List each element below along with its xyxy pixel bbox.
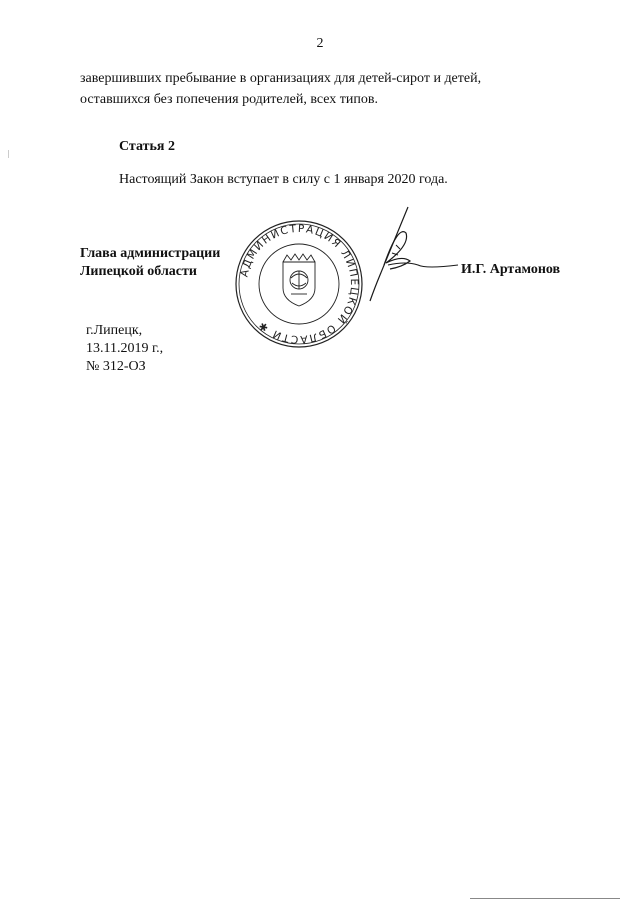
page-number: 2 xyxy=(316,36,324,51)
signatory-name: И.Г. Артамонов xyxy=(461,262,561,277)
scan-mark xyxy=(8,150,9,158)
place-and-date xyxy=(86,322,163,376)
coat-of-arms-icon xyxy=(283,254,315,306)
seal-text: АДМИНИСТРАЦИЯ ЛИПЕЦКОЙ ОБЛАСТИ ✱ xyxy=(238,222,361,346)
date: 13.11.2019 г., xyxy=(86,341,164,356)
paragraph-line-2: оставшихся без попечения родителей, всех типов. xyxy=(80,92,378,107)
handwritten-signature xyxy=(340,205,460,315)
paragraph-line-1: завершивших пребывание в организациях для детей-сирот и детей, xyxy=(80,71,482,86)
city: г.Липецк, xyxy=(86,323,143,338)
article-heading: Статья 2 xyxy=(119,139,175,154)
signatory-title xyxy=(80,245,220,281)
paragraph-continuation xyxy=(80,68,586,110)
article-paragraph: Настоящий Закон вступает в силу с 1 января 2020 года. xyxy=(119,172,448,187)
signatory-title-line-2: Липецкой области xyxy=(80,264,197,279)
signatory-title-line-1: Глава администрации xyxy=(80,246,221,261)
scan-edge-line xyxy=(470,898,620,899)
law-number: № 312-ОЗ xyxy=(86,359,146,374)
